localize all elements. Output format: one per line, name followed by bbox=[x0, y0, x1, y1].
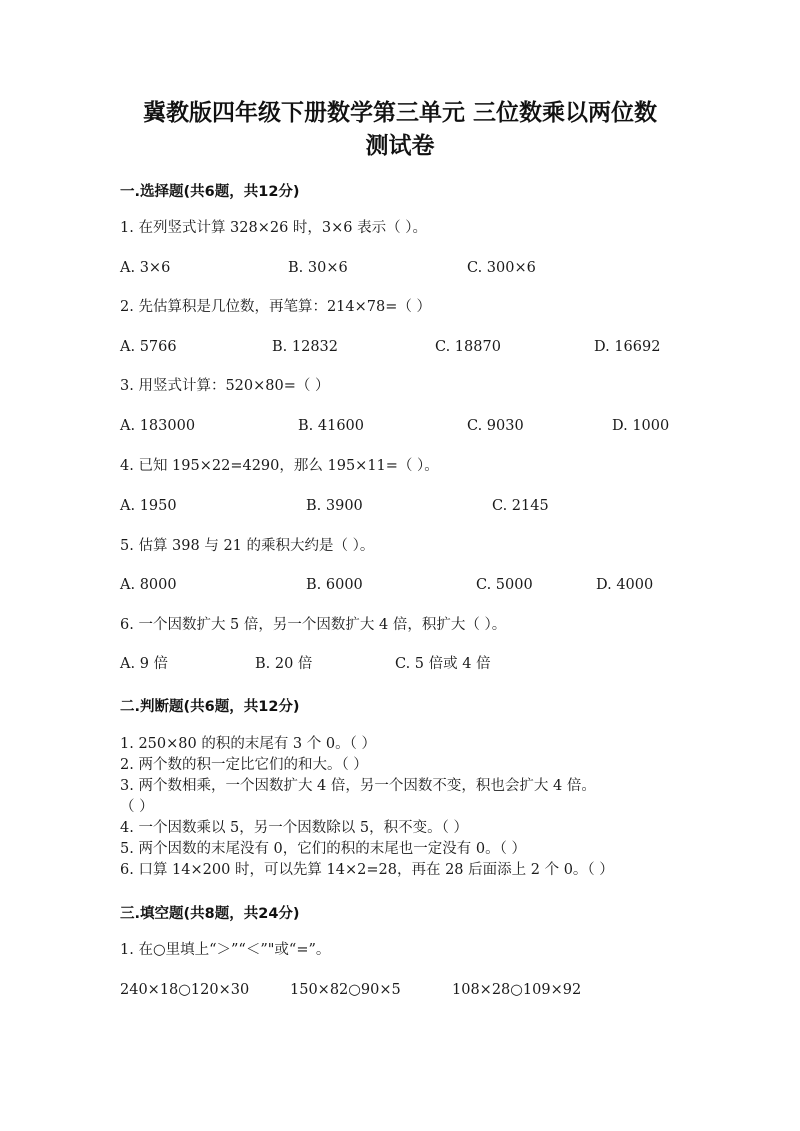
judge-item: 4. 一个因数乘以 5，另一个因数除以 5，积不变。（ ） bbox=[120, 820, 468, 836]
section-heading-fill: 三.填空题(共8题，共24分) bbox=[120, 906, 300, 922]
question-stem: 4. 已知 195×22=4290，那么 195×11=（ ）。 bbox=[120, 458, 439, 474]
judge-item: 6. 口算 14×200 时，可以先算 14×2=28，再在 28 后面添上 2 个 0。（ ） bbox=[120, 862, 614, 878]
option-b: B. 6000 bbox=[306, 577, 363, 593]
judge-item-answer-blank: （ ） bbox=[120, 799, 154, 815]
option-b: B. 3900 bbox=[306, 498, 363, 514]
option-a: A. 183000 bbox=[120, 418, 196, 434]
option-a: A. 3×6 bbox=[120, 260, 171, 276]
question-stem: 3. 用竖式计算：520×80=（ ） bbox=[120, 378, 330, 394]
judge-item: 1. 250×80 的积的末尾有 3 个 0。（ ） bbox=[120, 736, 376, 752]
section-heading-choice: 一.选择题(共6题，共12分) bbox=[120, 184, 300, 200]
option-d: D. 1000 bbox=[612, 418, 670, 434]
option-b: B. 20 倍 bbox=[255, 656, 313, 672]
option-c: C. 5 倍或 4 倍 bbox=[395, 656, 491, 672]
option-c: C. 9030 bbox=[467, 418, 524, 434]
judge-item: 5. 两个因数的末尾没有 0，它们的积的末尾也一定没有 0。（ ） bbox=[120, 841, 526, 857]
option-c: C. 2145 bbox=[492, 498, 549, 514]
exam-title-line-1: 冀教版四年级下册数学第三单元 三位数乘以两位数 bbox=[142, 100, 657, 126]
exam-title-line-2: 测试卷 bbox=[365, 133, 435, 159]
option-a: A. 1950 bbox=[120, 498, 177, 514]
judge-item: 2. 两个数的积一定比它们的和大。（ ） bbox=[120, 757, 368, 773]
option-a: A. 8000 bbox=[120, 577, 177, 593]
compare-item: 108×28○109×92 bbox=[452, 982, 582, 998]
option-d: D. 16692 bbox=[594, 339, 661, 355]
option-c: C. 300×6 bbox=[467, 260, 536, 276]
question-stem: 6. 一个因数扩大 5 倍，另一个因数扩大 4 倍，积扩大（ ）。 bbox=[120, 617, 507, 633]
option-c: C. 5000 bbox=[476, 577, 533, 593]
option-a: A. 5766 bbox=[120, 339, 177, 355]
option-b: B. 30×6 bbox=[288, 260, 348, 276]
option-b: B. 41600 bbox=[298, 418, 365, 434]
option-d: D. 4000 bbox=[596, 577, 654, 593]
question-stem: 2. 先估算积是几位数，再笔算：214×78=（ ） bbox=[120, 299, 431, 315]
question-stem: 1. 在列竖式计算 328×26 时，3×6 表示（ ）。 bbox=[120, 220, 428, 236]
option-a: A. 9 倍 bbox=[120, 656, 169, 672]
option-b: B. 12832 bbox=[272, 339, 339, 355]
question-stem: 5. 估算 398 与 21 的乘积大约是（ ）。 bbox=[120, 538, 375, 554]
compare-item: 150×82○90×5 bbox=[290, 982, 401, 998]
option-c: C. 18870 bbox=[435, 339, 501, 355]
judge-item: 3. 两个数相乘，一个因数扩大 4 倍，另一个因数不变，积也会扩大 4 倍。 bbox=[120, 778, 596, 794]
compare-item: 240×18○120×30 bbox=[120, 982, 250, 998]
question-stem: 1. 在○里填上“＞”“＜”"或“=”。 bbox=[120, 942, 331, 958]
section-heading-judge: 二.判断题(共6题，共12分) bbox=[120, 699, 300, 715]
